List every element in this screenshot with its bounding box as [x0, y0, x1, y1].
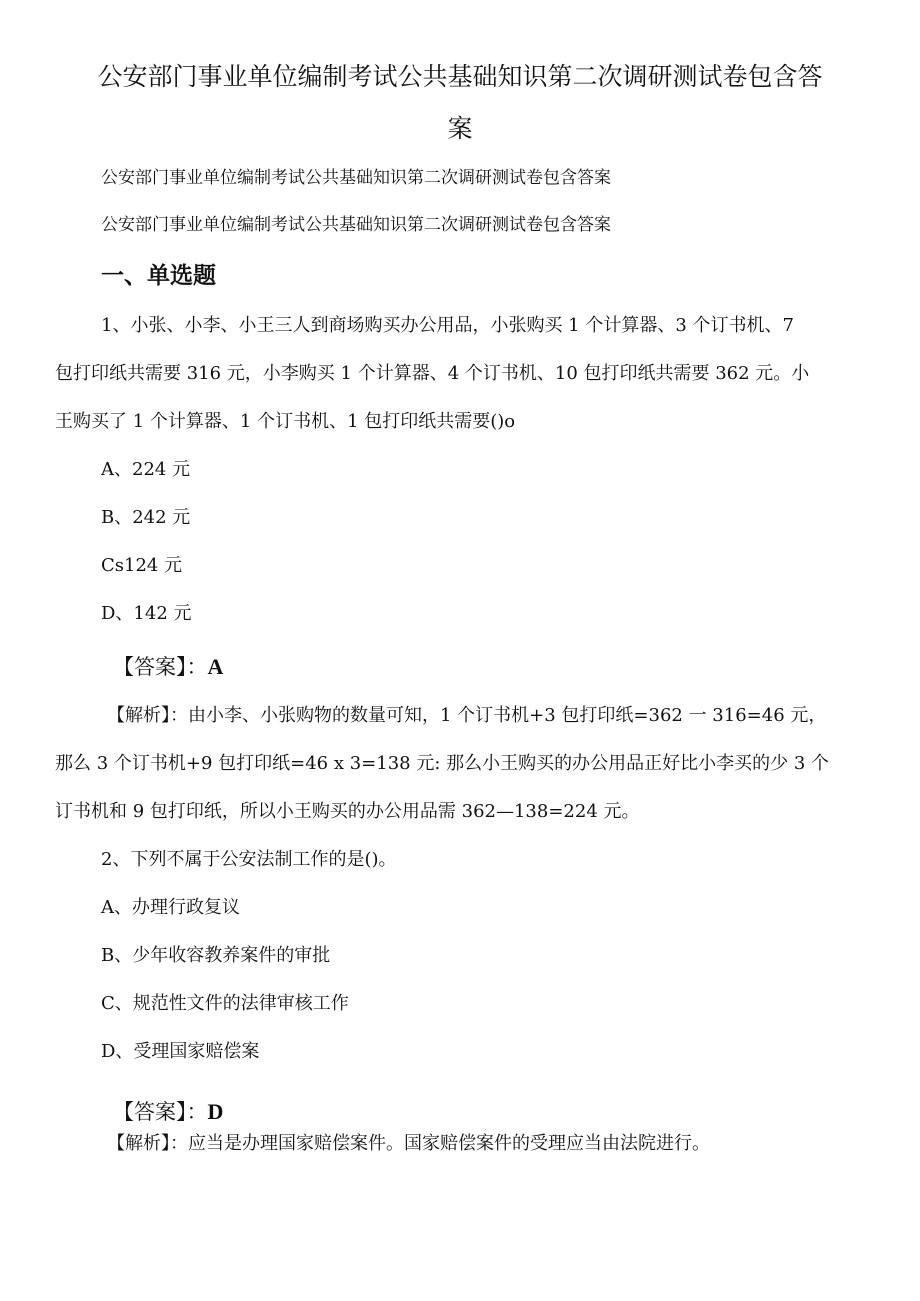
question-2-explanation-line-1: 【解析】：应当是办理国家赔偿案件。国家赔偿案件的受理应当由法院进行。: [107, 1133, 710, 1154]
question-1-option-c: Cs124 元: [101, 555, 183, 576]
answer-value: A: [207, 654, 224, 679]
question-2-option-b: B、少年收容教养案件的审批: [101, 945, 331, 966]
answer-value: D: [207, 1099, 224, 1124]
question-1-option-a: A、224 元: [101, 459, 191, 480]
question-2-option-c: C、规范性文件的法律审核工作: [101, 993, 349, 1014]
question-2-option-d: D、受理国家赔偿案: [101, 1041, 260, 1062]
question-2-answer: [113, 1099, 223, 1125]
subtitle-line-2: 公安部门事业单位编制考试公共基础知识第二次调研测试卷包含答案: [101, 215, 611, 235]
question-2-stem-line-1: 2、下列不属于公安法制工作的是()。: [101, 849, 397, 870]
question-1-explanation-line-2: 那么 3 个订书机+9 包打印纸=46 x 3=138 元: 那么小王购买的办公用品正好比小李买的少 3 个: [55, 753, 830, 774]
answer-label: 【答案】：: [113, 655, 208, 679]
question-1-explanation-line-3: 订书机和 9 包打印纸，所以小王购买的办公用品需 362—138=224 元。: [55, 801, 640, 822]
section-heading: 一、单选题: [101, 263, 216, 289]
answer-label: 【答案】：: [113, 1100, 208, 1124]
subtitle-line-1: 公安部门事业单位编制考试公共基础知识第二次调研测试卷包含答案: [101, 168, 611, 188]
question-1-explanation-line-1: 【解析】：由小李、小张购物的数量可知，1 个订书机+3 包打印纸=362 一 316=46 元，: [107, 705, 827, 726]
question-1-answer: [113, 654, 223, 680]
question-1-stem-line-2: 包打印纸共需要 316 元，小李购买 1 个计算器、4 个订书机、10 包打印纸共需要 362 元。小: [55, 363, 810, 384]
document-title-line-2: 案: [447, 114, 473, 143]
question-2-option-a: A、办理行政复议: [101, 897, 240, 918]
question-1-option-d: D、142 元: [101, 603, 192, 624]
question-1-stem-line-3: 王购买了 1 个计算器、1 个订书机、1 包打印纸共需要()o: [55, 411, 516, 432]
document-title-line-1: 公安部门事业单位编制考试公共基础知识第二次调研测试卷包含答: [97, 62, 823, 91]
question-1-stem-line-1: 1、小张、小李、小王三人到商场购买办公用品，小张购买 1 个计算器、3 个订书机、7: [101, 315, 794, 336]
question-1-option-b: B、242 元: [101, 507, 191, 528]
